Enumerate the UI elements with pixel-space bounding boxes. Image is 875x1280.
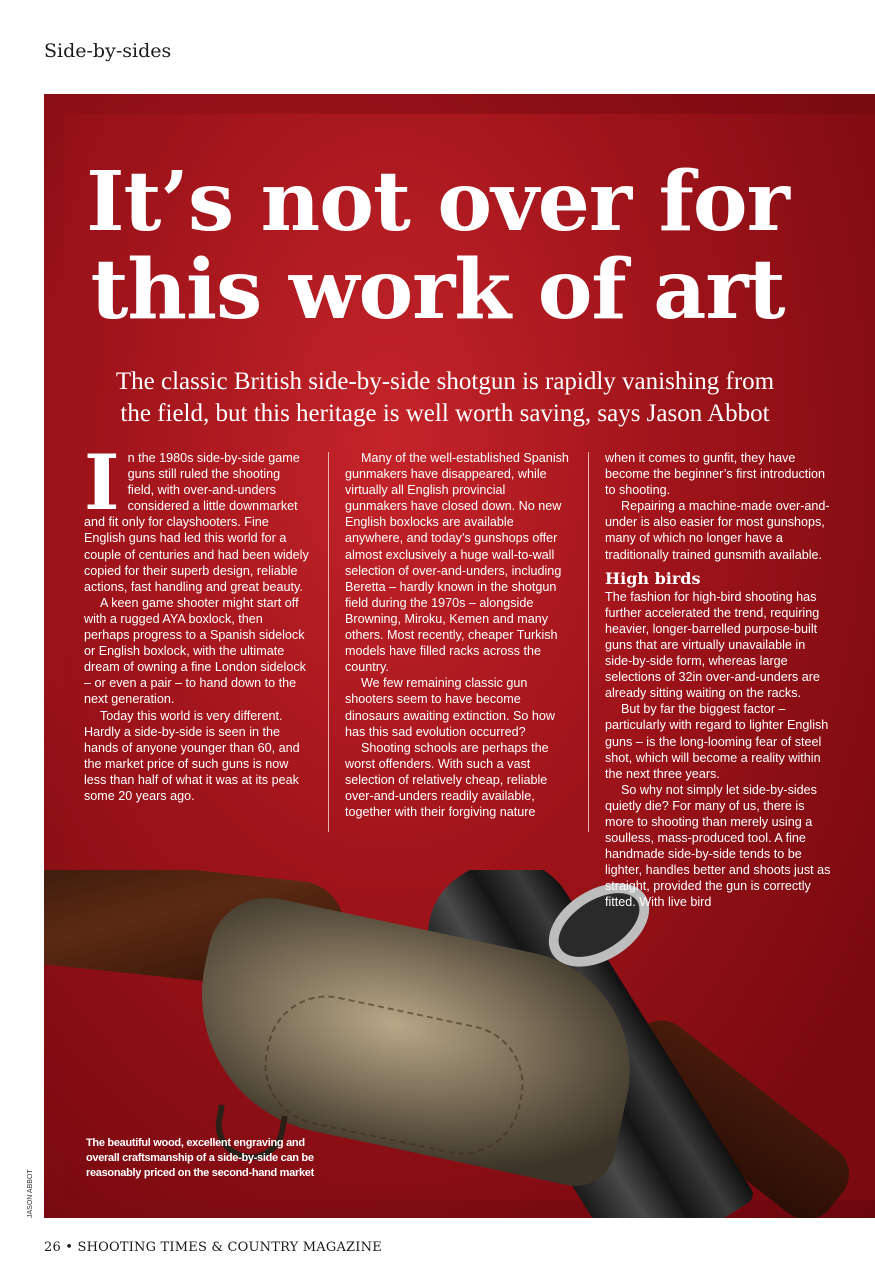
- paragraph: So why not simply let side-by-sides quietly die? For many of us, there is more to shooting than merely using a soulless, mass-produced tool. A fine handmade side-by-side tends to be lighter, handles better and shoots just as straight, provided the gun is correctly fitted. With live bird: [605, 782, 831, 910]
- page-footer: 26 • SHOOTING TIMES & COUNTRY MAGAZINE: [44, 1240, 382, 1255]
- photo-credit: JASON ABBOT: [27, 1169, 34, 1218]
- paragraph: A keen game shooter might start off with a rugged AYA boxlock, then perhaps progress to a Spanish sidelock or English boxlock, with the ultimate dream of owning a fine London sidelock – or even a pair – to hand down to the next generation.: [84, 595, 306, 707]
- photo-caption: The beautiful wood, excellent engraving and overall craftsmanship of a side-by-side can be reasonably priced on the second-hand market: [86, 1137, 314, 1179]
- paragraph: Repairing a machine-made over-and-under is also easier for most gunshops, many of which no longer have a traditionally trained gunsmith available.: [605, 499, 830, 562]
- body-column-2: [345, 450, 571, 820]
- body-column-1: [84, 438, 310, 804]
- standfirst-line-1: The classic British side-by-side shotgun is rapidly vanishing from: [115, 368, 775, 395]
- column-divider: [328, 452, 329, 832]
- body-column-3: [605, 450, 831, 911]
- section-label: Side-by-sides: [44, 40, 172, 62]
- paragraph: [84, 438, 310, 595]
- paragraph-text: n the 1980s side-by-side game guns still ruled the shooting field, with over-and-unders considered a little downmarket and fit only for clayshooters. Fine English guns had led this world for a couple of centuries and had been widely copied for their superb design, reliable actions, fast handling and great beauty.: [84, 451, 309, 594]
- paragraph: But by far the biggest factor – particularly with regard to lighter English guns – is the long-looming fear of steel shot, which will become a reality within the next three years.: [605, 702, 829, 781]
- standfirst-line-2: the field, but this heritage is well worth saving, says Jason Abbot: [120, 400, 770, 427]
- paragraph: We few remaining classic gun shooters seem to have become dinosaurs awaiting extinction. So how has this sad evolution occurred?: [345, 676, 556, 739]
- standfirst: [60, 366, 830, 430]
- headline: [0, 154, 875, 338]
- paragraph: Today this world is very different. Hardly a side-by-side is seen in the hands of anyone younger than 60, and the market price of such guns is now less than half of what it was at its peak some 20 years ago.: [84, 708, 300, 803]
- drop-cap: I: [84, 438, 120, 527]
- paragraph: when it comes to gunfit, they have become the beginner’s first introduction to shooting.: [605, 451, 826, 498]
- paragraph: Many of the well-established Spanish gunmakers have disappeared, while virtually all English provincial gunmakers have closed down. No new English boxlocks are available anywhere, and today’s gunshops offer almost exclusively a huge wall-to-wall selection of over-and-unders, including Beretta – hardly known in the shotgun field during the 1970s – alongside Browning, Miroku, Kemen and many others. Most recently, cheaper Turkish models have filled racks across the country.: [345, 451, 569, 675]
- paragraph: The fashion for high-bird shooting has further accelerated the trend, requiring heavier, longer-barrelled purpose-built guns that are virtually unavailable in side-by-side form, whereas large selections of 32in over-and-unders are already sitting waiting on the racks.: [605, 589, 820, 701]
- headline-line-2: this work of art: [90, 242, 785, 338]
- subheading: High birds: [605, 568, 701, 588]
- paragraph: Shooting schools are perhaps the worst offenders. With such a vast selection of relatively cheap, reliable over-and-unders readily available, together with their forgiving nature: [345, 740, 549, 820]
- headline-line-1: It’s not over for: [86, 154, 789, 250]
- column-divider: [588, 452, 589, 832]
